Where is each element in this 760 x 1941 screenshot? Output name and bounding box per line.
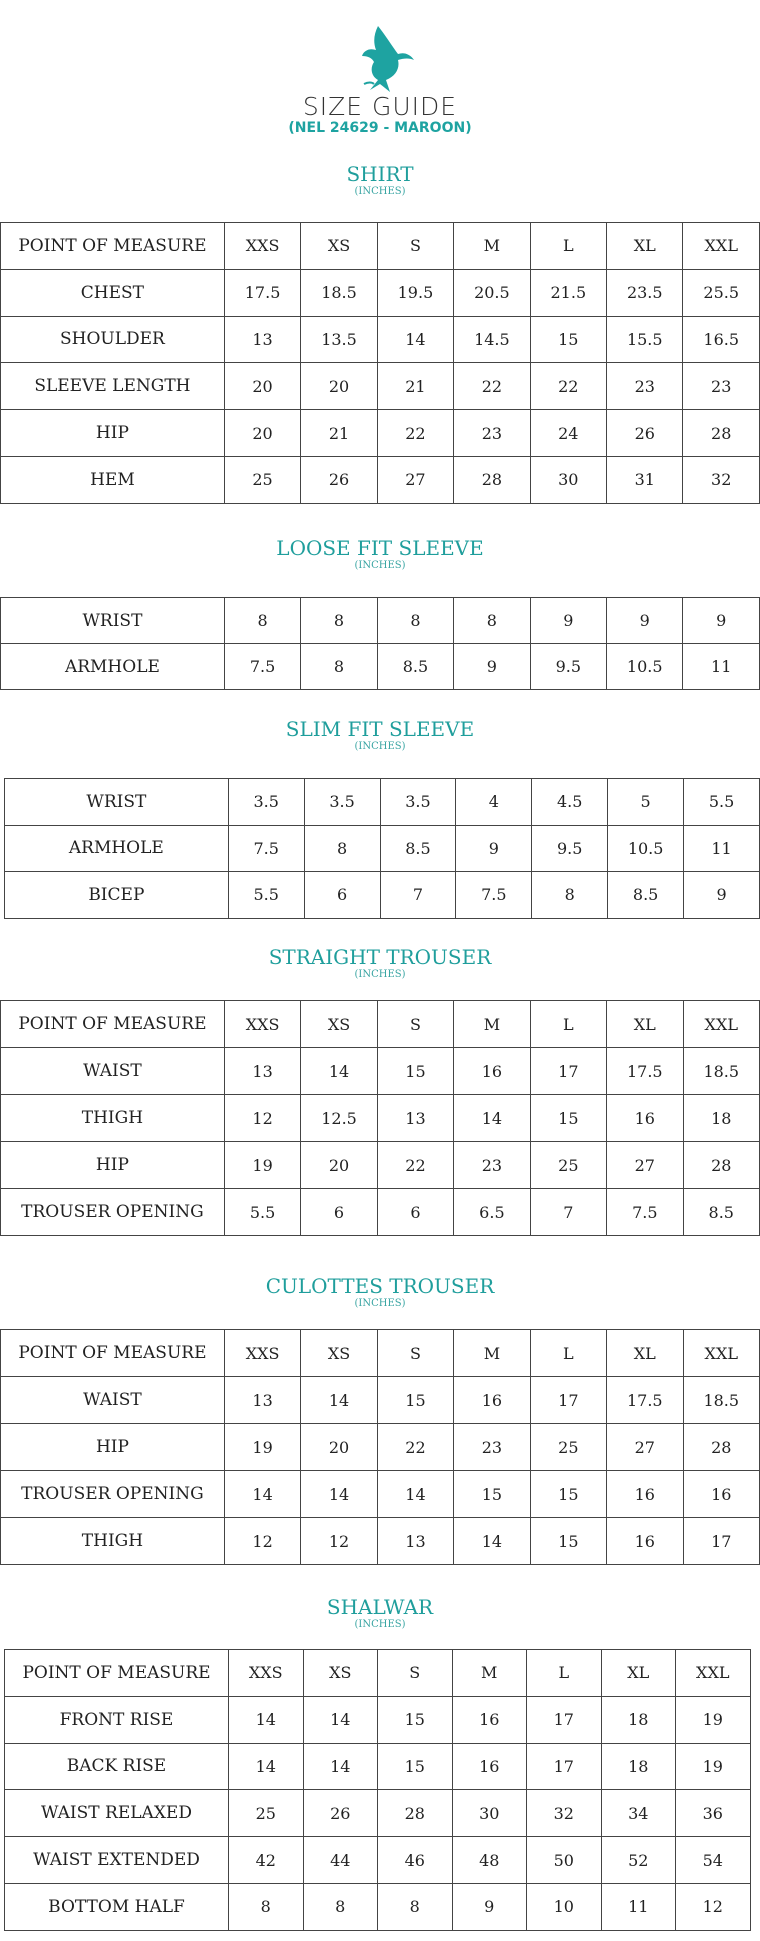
culottes-trouser-title: CULOTTES TROUSER (265, 1274, 495, 1298)
table-row (1, 1048, 760, 1095)
table-row (1, 1189, 760, 1236)
size-value-cell: 32 (527, 1790, 602, 1837)
table-row (1, 644, 760, 690)
size-value-cell: 14 (377, 316, 453, 363)
size-value-cell: 21 (301, 410, 377, 457)
size-value-cell: 27 (377, 456, 453, 503)
size-header-cell: XS (301, 1330, 377, 1377)
size-value-cell: 15 (378, 1696, 453, 1743)
size-value-cell: 15 (377, 1377, 453, 1424)
size-value-cell: 26 (301, 456, 377, 503)
size-value-cell: 12.5 (301, 1095, 377, 1142)
size-value-cell: 5.5 (224, 1189, 300, 1236)
size-value-cell: 28 (378, 1790, 453, 1837)
table-row (5, 825, 760, 872)
size-value-cell: 27 (607, 1142, 683, 1189)
measure-label-cell: ARMHOLE (1, 644, 225, 690)
size-header-cell: L (530, 223, 606, 270)
slim-fit-sleeve-unit: (INCHES) (354, 741, 406, 752)
size-value-cell: 44 (303, 1837, 378, 1884)
culottes-trouser-table (0, 1329, 760, 1565)
culottes-trouser-unit: (INCHES) (354, 1298, 406, 1309)
size-value-cell: 15 (530, 1471, 606, 1518)
table-row (1, 316, 760, 363)
size-value-cell: 8 (224, 598, 300, 644)
size-value-cell: 17 (683, 1518, 759, 1565)
size-value-cell: 18.5 (301, 269, 377, 316)
table-row (1, 1518, 760, 1565)
size-value-cell: 25 (229, 1790, 304, 1837)
shalwar-title: SHALWAR (326, 1595, 434, 1619)
measure-label-cell: SHOULDER (1, 316, 225, 363)
table-row (5, 872, 760, 919)
culottes-trouser-section-heading (0, 1274, 760, 1324)
size-value-cell: 9 (456, 825, 532, 872)
size-value-cell: 23.5 (607, 269, 683, 316)
size-value-cell: 14.5 (454, 316, 530, 363)
size-value-cell: 11 (683, 644, 760, 690)
size-value-cell: 16 (452, 1696, 527, 1743)
size-value-cell: 8.5 (380, 825, 456, 872)
size-value-cell: 9.5 (532, 825, 608, 872)
size-header-cell: S (377, 1001, 453, 1048)
size-value-cell: 6 (301, 1189, 377, 1236)
straight-trouser-unit: (INCHES) (354, 969, 406, 980)
size-header-cell: L (527, 1650, 602, 1697)
size-value-cell: 19 (676, 1743, 751, 1790)
size-header-cell: XXS (224, 223, 300, 270)
size-header-cell: XXL (683, 1330, 759, 1377)
size-value-cell: 7.5 (607, 1189, 683, 1236)
size-value-cell: 5.5 (684, 779, 760, 826)
size-header-cell: M (454, 1330, 530, 1377)
size-value-cell: 3.5 (304, 779, 380, 826)
size-value-cell: 30 (452, 1790, 527, 1837)
size-value-cell: 24 (530, 410, 606, 457)
table-row (5, 1696, 751, 1743)
size-value-cell: 14 (229, 1743, 304, 1790)
size-value-cell: 48 (452, 1837, 527, 1884)
size-value-cell: 3.5 (228, 779, 304, 826)
header-label-cell: POINT OF MEASURE (1, 223, 225, 270)
size-value-cell: 26 (607, 410, 683, 457)
measure-label-cell: WRIST (5, 779, 229, 826)
guide-title: SIZE GUIDE (302, 92, 458, 121)
size-value-cell: 9.5 (530, 644, 606, 690)
size-value-cell: 9 (684, 872, 760, 919)
measure-label-cell: HIP (1, 1142, 225, 1189)
table-row (1, 1377, 760, 1424)
size-header-cell: S (377, 1330, 453, 1377)
table-row (1, 1424, 760, 1471)
table-row (1, 1095, 760, 1142)
size-value-cell: 14 (303, 1743, 378, 1790)
size-value-cell: 10.5 (607, 644, 683, 690)
size-value-cell: 13 (224, 316, 300, 363)
size-value-cell: 28 (454, 456, 530, 503)
size-value-cell: 7 (530, 1189, 606, 1236)
size-value-cell: 19 (224, 1142, 300, 1189)
size-value-cell: 13 (224, 1377, 300, 1424)
loose-fit-sleeve-table (0, 597, 760, 690)
size-value-cell: 19.5 (377, 269, 453, 316)
shalwar-unit: (INCHES) (354, 1619, 406, 1630)
size-value-cell: 16 (452, 1743, 527, 1790)
size-value-cell: 17 (530, 1048, 606, 1095)
size-header-cell: M (454, 1001, 530, 1048)
size-value-cell: 8 (303, 1883, 378, 1930)
size-value-cell: 15 (530, 1518, 606, 1565)
size-value-cell: 16.5 (683, 316, 760, 363)
table-header-row (1, 223, 760, 270)
size-value-cell: 32 (683, 456, 760, 503)
size-value-cell: 8 (378, 1883, 453, 1930)
size-value-cell: 22 (377, 410, 453, 457)
size-value-cell: 12 (301, 1518, 377, 1565)
size-value-cell: 19 (676, 1696, 751, 1743)
size-value-cell: 52 (601, 1837, 676, 1884)
table-row (5, 1790, 751, 1837)
size-value-cell: 46 (378, 1837, 453, 1884)
size-value-cell: 8 (301, 598, 377, 644)
shalwar-section-heading (0, 1595, 760, 1645)
size-value-cell: 54 (676, 1837, 751, 1884)
measure-label-cell: BACK RISE (5, 1743, 229, 1790)
size-value-cell: 20 (301, 1424, 377, 1471)
size-value-cell: 10 (527, 1883, 602, 1930)
size-value-cell: 23 (607, 363, 683, 410)
size-value-cell: 28 (683, 410, 760, 457)
size-value-cell: 3.5 (380, 779, 456, 826)
size-value-cell: 31 (607, 456, 683, 503)
size-value-cell: 20 (224, 410, 300, 457)
size-value-cell: 22 (454, 363, 530, 410)
header-label-cell: POINT OF MEASURE (1, 1330, 225, 1377)
measure-label-cell: TROUSER OPENING (1, 1189, 225, 1236)
size-value-cell: 4 (456, 779, 532, 826)
size-value-cell: 17.5 (607, 1377, 683, 1424)
size-header-cell: XS (301, 223, 377, 270)
measure-label-cell: WAIST (1, 1377, 225, 1424)
size-value-cell: 23 (454, 410, 530, 457)
size-value-cell: 12 (676, 1883, 751, 1930)
size-value-cell: 34 (601, 1790, 676, 1837)
size-value-cell: 20 (301, 1142, 377, 1189)
size-value-cell: 7 (380, 872, 456, 919)
size-value-cell: 6.5 (454, 1189, 530, 1236)
guide-code: (NEL 24629 - MAROON) (288, 120, 472, 136)
size-header-cell: XL (607, 1001, 683, 1048)
measure-label-cell: ARMHOLE (5, 825, 229, 872)
size-value-cell: 16 (683, 1471, 759, 1518)
measure-label-cell: THIGH (1, 1518, 225, 1565)
size-value-cell: 6 (304, 872, 380, 919)
table-row (1, 598, 760, 644)
size-value-cell: 23 (454, 1142, 530, 1189)
size-value-cell: 18 (601, 1696, 676, 1743)
measure-label-cell: THIGH (1, 1095, 225, 1142)
size-value-cell: 18 (601, 1743, 676, 1790)
size-value-cell: 8 (377, 598, 453, 644)
size-value-cell: 16 (454, 1377, 530, 1424)
measure-label-cell: HIP (1, 410, 225, 457)
table-row (1, 1142, 760, 1189)
shalwar-table (4, 1649, 751, 1931)
measure-label-cell: WRIST (1, 598, 225, 644)
table-row (1, 1471, 760, 1518)
size-header-cell: XXS (224, 1330, 300, 1377)
measure-label-cell: BICEP (5, 872, 229, 919)
shirt-unit: (INCHES) (354, 186, 406, 197)
size-value-cell: 8.5 (608, 872, 684, 919)
size-value-cell: 14 (229, 1696, 304, 1743)
measure-label-cell: WAIST RELAXED (5, 1790, 229, 1837)
table-header-row (1, 1001, 760, 1048)
slim-fit-sleeve-title: SLIM FIT SLEEVE (285, 717, 475, 741)
measure-label-cell: CHEST (1, 269, 225, 316)
table-row (5, 1883, 751, 1930)
size-value-cell: 14 (224, 1471, 300, 1518)
table-row (5, 1837, 751, 1884)
size-value-cell: 8 (304, 825, 380, 872)
size-value-cell: 16 (607, 1095, 683, 1142)
size-header-cell: XXS (229, 1650, 304, 1697)
size-value-cell: 17.5 (224, 269, 300, 316)
table-row (1, 269, 760, 316)
size-value-cell: 16 (607, 1471, 683, 1518)
size-value-cell: 13.5 (301, 316, 377, 363)
size-guide-header (0, 0, 760, 150)
shirt-title: SHIRT (346, 162, 414, 186)
size-value-cell: 23 (454, 1424, 530, 1471)
size-value-cell: 10.5 (608, 825, 684, 872)
size-value-cell: 19 (224, 1424, 300, 1471)
size-value-cell: 14 (301, 1048, 377, 1095)
size-header-cell: M (452, 1650, 527, 1697)
size-value-cell: 22 (377, 1142, 453, 1189)
size-value-cell: 28 (683, 1142, 759, 1189)
measure-label-cell: WAIST (1, 1048, 225, 1095)
table-row (1, 410, 760, 457)
size-value-cell: 30 (530, 456, 606, 503)
size-value-cell: 4.5 (532, 779, 608, 826)
size-header-cell: L (530, 1001, 606, 1048)
table-header-row (1, 1330, 760, 1377)
size-header-cell: XXL (683, 1001, 759, 1048)
straight-trouser-title: STRAIGHT TROUSER (268, 945, 492, 969)
loose-fit-sleeve-unit: (INCHES) (354, 560, 406, 571)
loose-fit-sleeve-title: LOOSE FIT SLEEVE (276, 536, 484, 560)
measure-label-cell: BOTTOM HALF (5, 1883, 229, 1930)
slim-fit-sleeve-table (4, 778, 760, 919)
table-row (5, 1743, 751, 1790)
size-value-cell: 20.5 (454, 269, 530, 316)
table-row (5, 779, 760, 826)
size-value-cell: 25 (224, 456, 300, 503)
size-value-cell: 9 (607, 598, 683, 644)
size-value-cell: 14 (301, 1471, 377, 1518)
size-value-cell: 6 (377, 1189, 453, 1236)
size-header-cell: XXS (224, 1001, 300, 1048)
size-header-cell: XS (303, 1650, 378, 1697)
size-value-cell: 17 (527, 1696, 602, 1743)
size-value-cell: 8.5 (377, 644, 453, 690)
size-value-cell: 28 (683, 1424, 759, 1471)
shirt-table (0, 222, 760, 504)
slim-fit-sleeve-section-heading (0, 717, 760, 767)
size-header-cell: XL (601, 1650, 676, 1697)
size-value-cell: 9 (452, 1883, 527, 1930)
straight-trouser-table (0, 1000, 760, 1236)
measure-label-cell: HEM (1, 456, 225, 503)
size-value-cell: 18 (683, 1095, 759, 1142)
measure-label-cell: FRONT RISE (5, 1696, 229, 1743)
size-value-cell: 7.5 (224, 644, 300, 690)
size-value-cell: 11 (684, 825, 760, 872)
size-value-cell: 50 (527, 1837, 602, 1884)
size-value-cell: 11 (601, 1883, 676, 1930)
size-value-cell: 9 (530, 598, 606, 644)
size-value-cell: 17 (530, 1377, 606, 1424)
size-value-cell: 14 (303, 1696, 378, 1743)
size-value-cell: 5 (608, 779, 684, 826)
size-value-cell: 22 (530, 363, 606, 410)
size-value-cell: 36 (676, 1790, 751, 1837)
size-header-cell: S (378, 1650, 453, 1697)
size-header-cell: XXL (683, 223, 760, 270)
size-value-cell: 14 (301, 1377, 377, 1424)
size-header-cell: S (377, 223, 453, 270)
straight-trouser-section-heading (0, 945, 760, 995)
size-value-cell: 26 (303, 1790, 378, 1837)
size-value-cell: 9 (683, 598, 760, 644)
measure-label-cell: WAIST EXTENDED (5, 1837, 229, 1884)
size-value-cell: 13 (377, 1095, 453, 1142)
size-header-cell: XL (607, 1330, 683, 1377)
size-value-cell: 13 (377, 1518, 453, 1565)
table-header-row (5, 1650, 751, 1697)
size-value-cell: 15 (377, 1048, 453, 1095)
size-value-cell: 15.5 (607, 316, 683, 363)
size-value-cell: 18.5 (683, 1377, 759, 1424)
size-value-cell: 25.5 (683, 269, 760, 316)
size-value-cell: 12 (224, 1518, 300, 1565)
size-value-cell: 9 (454, 644, 530, 690)
size-value-cell: 22 (377, 1424, 453, 1471)
size-value-cell: 14 (454, 1518, 530, 1565)
size-value-cell: 7.5 (456, 872, 532, 919)
size-value-cell: 15 (454, 1471, 530, 1518)
dove-logo-icon (340, 22, 420, 102)
size-value-cell: 16 (454, 1048, 530, 1095)
size-header-cell: XL (607, 223, 683, 270)
size-value-cell: 8 (301, 644, 377, 690)
size-value-cell: 21.5 (530, 269, 606, 316)
size-value-cell: 8 (454, 598, 530, 644)
size-value-cell: 8 (229, 1883, 304, 1930)
size-value-cell: 12 (224, 1095, 300, 1142)
size-value-cell: 14 (454, 1095, 530, 1142)
size-value-cell: 15 (378, 1743, 453, 1790)
size-value-cell: 23 (683, 363, 760, 410)
loose-fit-sleeve-section-heading (0, 536, 760, 586)
size-value-cell: 17 (527, 1743, 602, 1790)
size-header-cell: XS (301, 1001, 377, 1048)
size-value-cell: 13 (224, 1048, 300, 1095)
size-value-cell: 14 (377, 1471, 453, 1518)
size-header-cell: L (530, 1330, 606, 1377)
size-value-cell: 18.5 (683, 1048, 759, 1095)
table-row (1, 363, 760, 410)
size-value-cell: 16 (607, 1518, 683, 1565)
measure-label-cell: HIP (1, 1424, 225, 1471)
size-value-cell: 5.5 (228, 872, 304, 919)
size-value-cell: 20 (224, 363, 300, 410)
shirt-section-heading (0, 162, 760, 212)
table-row (1, 456, 760, 503)
size-header-cell: XXL (676, 1650, 751, 1697)
size-value-cell: 25 (530, 1142, 606, 1189)
size-value-cell: 8.5 (683, 1189, 759, 1236)
header-label-cell: POINT OF MEASURE (5, 1650, 229, 1697)
size-value-cell: 27 (607, 1424, 683, 1471)
size-value-cell: 15 (530, 316, 606, 363)
size-value-cell: 42 (229, 1837, 304, 1884)
size-value-cell: 8 (532, 872, 608, 919)
size-value-cell: 7.5 (228, 825, 304, 872)
header-label-cell: POINT OF MEASURE (1, 1001, 225, 1048)
size-value-cell: 20 (301, 363, 377, 410)
size-value-cell: 17.5 (607, 1048, 683, 1095)
measure-label-cell: SLEEVE LENGTH (1, 363, 225, 410)
measure-label-cell: TROUSER OPENING (1, 1471, 225, 1518)
size-value-cell: 25 (530, 1424, 606, 1471)
size-value-cell: 21 (377, 363, 453, 410)
size-value-cell: 15 (530, 1095, 606, 1142)
size-header-cell: M (454, 223, 530, 270)
